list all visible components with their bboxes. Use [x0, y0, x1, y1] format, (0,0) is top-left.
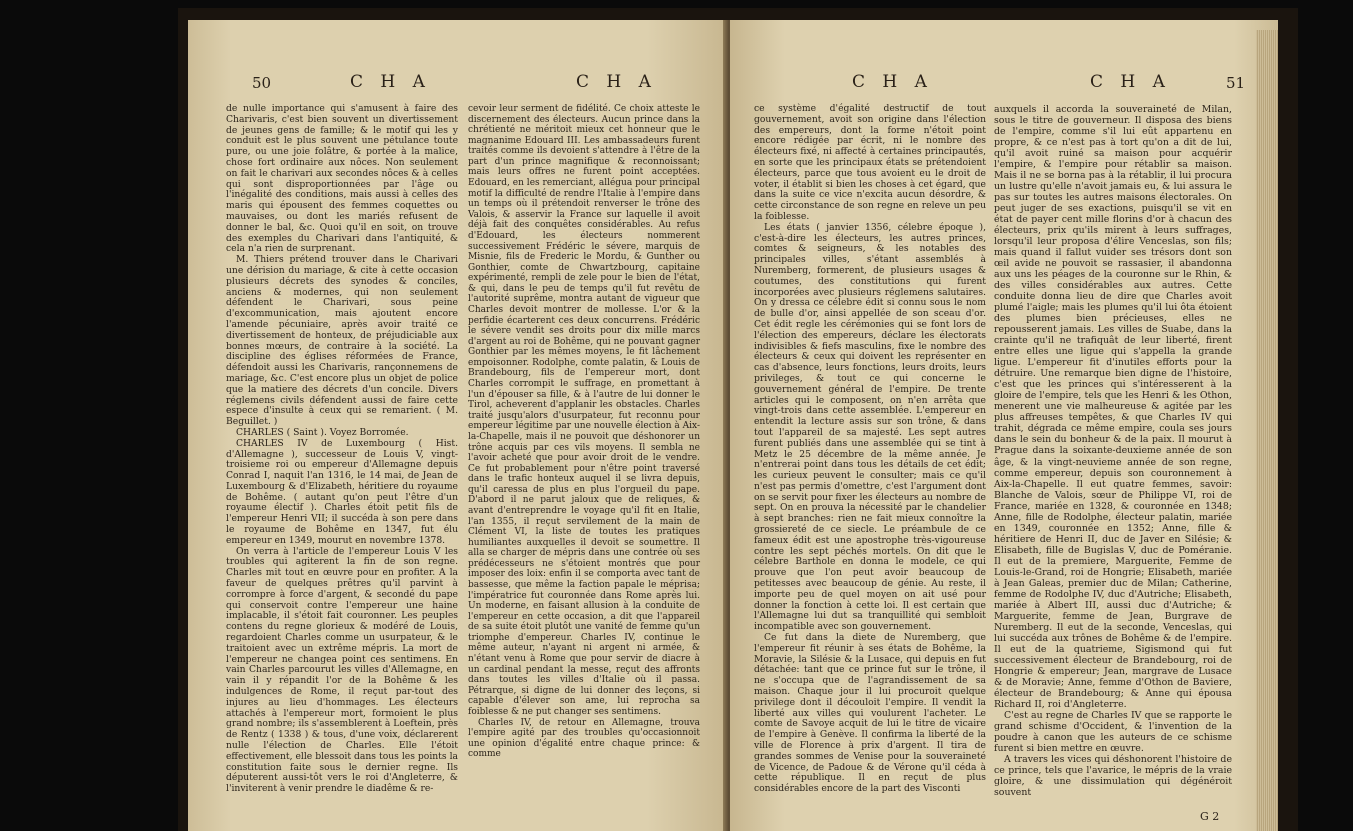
- page-number-left: 50: [252, 74, 272, 92]
- paragraph: CHARLES ( Saint ). Voyez Borromée.: [236, 426, 409, 438]
- paragraph: auxquels il accorda la souveraineté de Milan, sous le titre de gouverneur. Il disposa des biens de l'empire, comme s'il lui eût appartenu en propre, & ce n'est pas à tort qu'on a dit de lui, qu'il avoit ruiné sa maison pour acquérir l'empire, & l'empire pour rétablir sa maison. Mais il ne se borna pas à la rétablir, il lui procura un lustre qu'elle n'avoit jamais eu, & lui assura le pas sur toutes les autres maisons électorales. On peut juger de ses exactions, puisqu'il se vit en état de payer cent mille florins d'or à chacun des électeurs, prix qu'ils mirent à leurs suffrages, lorsqu'il leur proposa d'élire Venceslas, son fils; mais quand il fallut vuider ses trésors dont son œil avide ne pouvoit se rassasier, il abandonna aux uns les péages de la couronne sur le Rhin, & des villes considérables aux autres. Cette conduite donna lieu de dire que Charles avoit plumé l'aigle; mais les plumes qu'il lui ôta étoient des plumes bien précieuses, elles ne repousserent jamais. Les villes de Suabe, dans la crainte qu'il ne trafiquât de leur liberté, firent entre elles une ligue qui s'appella la grande ligue. L'empereur fit d'inutiles efforts pour la détruire. Une remarque bien digne de l'histoire, c'est que les princes qui s'intéresserent à la gloire de l'empire, tels que les Henri & les Othon, menerent une vie malheureuse & agitée par les plus affreuses tempêtes, & que Charles IV qui trahit, dégrada ce même empire, coula ses jours dans le sein du bonheur & de la paix. Il mourut à Prague dans la soixante-deuxieme année de son âge, & la vingt-neuvieme année de son regne, comme empereur, depuis son couronnement à Aix-la-Chapelle. Il eut quatre femmes, savoir: Blanche de Valois, sœur de Philippe VI, roi de France, mariée en 1328, & couronnée en 1348; Anne, fille de Rodolphe, électeur palatin, mariée en 1349, couronnée en 1352; Anne, fille & héritiere de Henri II, duc de Javer en Silésie; & Elisabeth, fille de Bugislas V, duc de Poméranie. Il eut de la premiere, Marguerite, Femme de Louis-le-Grand, roi de Hongrie; Elisabeth, mariée à Jean Galeas, premier duc de Milan; Catherine, femme de Rodolphe IV, duc d'Autriche; Elisabeth, mariée à Albert III, aussi duc d'Autriche; & Marguerite, femme de Jean, Burgrave de Nuremberg. Il eut de la seconde, Venceslas, qui lui succéda aux trônes de Bohême & de l'empire. Il eut de la quatrieme, Sigismond qui fut successivement électeur de Brandebourg, roi de Hongrie & empereur; Jean, margrave de Lusace & de Moravie; Anne, femme d'Othon de Baviere, électeur de Brandebourg; & Anne qui épousa Richard II, roi d'Angleterre.: [994, 104, 1232, 710]
- paragraph: Les états ( janvier 1356, célebre époque ), c'est-à-dire les électeurs, les autres princes, comtes & seigneurs, & les notables des principales villes, s'étant assemblés à Nuremberg, formerent, de plusieurs usages & coutumes, des constitutions qui furent incorporées avec plusieurs réglemens salutaires. On y dressa ce célebre édit si connu sous le nom de bulle d'or, ainsi appellée de son sceau d'or. Cet édit regle les cérémonies qui se font lors de l'élection des empereurs, déclare les électorats indivisibles & fiefs masculins, fixe le nombre des électeurs & ceux qui doivent les représenter en cas d'absence, leurs fonctions, leurs droits, leurs privileges, & tout ce qui concerne le gouvernement général de l'empire. De trente articles qui le composent, on n'en arrêta que vingt-trois dans cette assemblée. L'empereur en entendit la lecture assis sur son trône, & dans tout l'appareil de sa majesté. Les sept autres furent publiés dans une assemblée qui se tint à Metz le 25 décembre de la même année. Je n'entrerai point dans tous les détails de cet édit; les curieux peuvent le consulter; mais ce qu'il n'est pas permis d'omettre, c'est l'argument dont on se servit pour fixer les électeurs au nombre de sept. On en prouva la nécessité par le chandelier à sept branches: rien ne fait mieux connoître la grossiereté de ce siecle. Le préambule de ce fameux édit est une apostrophe très-vigoureuse contre les sept péchés mortels. On dit que le célebre Barthole en donna le modele, ce qui prouve que l'on peut avoir beaucoup de petitesses avec beaucoup de génie. Au reste, il importe peu de quel moyen on ait usé pour donner la fonction à cette loi. Il est certain que l'Allemagne lui dut sa tranquillité qui sembloit incompatible avec son gouvernement.: [754, 221, 986, 633]
- paragraph: Charles IV, de retour en Allemagne, trouva l'empire agité par des troubles qu'occasionnoit une opinion d'égalité entre chaque prince: & comme: [468, 717, 700, 760]
- left-page-column-1: [226, 104, 458, 795]
- running-head-left-col2: C H A: [576, 72, 657, 92]
- right-page-column-2: [994, 104, 1232, 798]
- paragraph: On verra à l'article de l'empereur Louis V les troubles qui agiterent la fin de son regne. Charles mit tout en œuvre pour en profiter. A la faveur de quelques prêtres qu'il parvint à corrompre à force d'argent, & secondé du pape qui conservoit contre l'empereur une haine implacable, il s'étoit fait couronner. Les peuples contens du regne glorieux & modéré de Louis, regardoient Charles comme un usurpateur, & le traitoient avec un extrême mépris. La mort de l'empereur ne changea point ces sentimens. En vain Charles parcourut les villes d'Allemagne, en vain il y répandit l'or de la Bohême & les indulgences de Rome, il reçut par-tout des injures au lieu d'hommages. Les électeurs attachés à l'empereur mort, formoient le plus grand nombre; ils s'assemblerent à Loeftein, près de Rentz ( 1338 ) & tous, d'une voix, déclarerent nulle l'élection de Charles. Elle l'étoit effectivement, elle blessoit dans tous les points la constitution faite sous le dernier regne. Ils députerent aussi-tôt vers le roi d'Angleterre, & l'inviterent à venir prendre le diadême & re-: [226, 545, 458, 795]
- left-page-column-2: [468, 104, 700, 760]
- running-head-right-col2: C H A: [1090, 72, 1171, 92]
- paragraph: A travers les vices qui déshonorent l'histoire de ce prince, tels que l'avarice, le mépris de la vraie gloire, & une dissimulation qui dégénéroit souvent: [994, 753, 1232, 798]
- paragraph: de nulle importance qui s'amusent à faire des Charivaris, c'est bien souvent un divertissement de jeunes gens de famille; & le motif qui les y conduit est le plus souvent une pétulance toute pure, ou une joie folâtre, & portée à la malice, chose fort ordinaire aux nôces. Non seulement on fait le charivari aux secondes nôces & à celles qui sont disproportionnées par l'âge ou l'inégalité des conditions, mais aussi à celles des maris qui épousent des femmes coquettes ou mauvaises, ou dont les mariés refusent de donner le bal, &c. Quoi qu'il en soit, on trouve des exemples du Charivari dans l'antiquité, & cela n'a rien de surprenant.: [226, 103, 458, 255]
- paragraph: C'est au regne de Charles IV que se rapporte le grand schisme d'Occident, & l'invention de la poudre à canon que les auteurs de ce schisme furent si bien mettre en œuvre.: [994, 709, 1232, 754]
- paragraph: CHARLES IV de Luxembourg ( Hist. d'Allemagne ), successeur de Louis V, vingt-troisieme roi ou empereur d'Allemagne depuis Conrad I, naquit l'an 1316, le 14 mai, de Jean de Luxembourg & d'Elizabeth, héritiere du royaume de Bohême. ( autant qu'on peut l'être d'un royaume électif ). Charles étoit petit fils de l'empereur Henri VII; il succéda à son pere dans le royaume de Bohême en 1347, fut élu empereur en 1349, mourut en novembre 1378.: [226, 437, 458, 546]
- right-page: [730, 20, 1278, 831]
- page-edges: [1256, 30, 1278, 831]
- running-head-left-col1: C H A: [350, 72, 431, 92]
- open-book: [178, 8, 1298, 831]
- running-head-right-col1: C H A: [852, 72, 933, 92]
- signature-mark: G 2: [1200, 810, 1220, 823]
- paragraph: Ce fut dans la diete de Nuremberg, que l'empereur fit réunir à ses états de Bohême, la Moravie, la Silésie & la Lusace, qui depuis en fut détachée: tant que ce prince fut sur le trône, il ne s'occupa que de l'agrandissement de sa maison. Chaque jour il lui procuroit quelque privilege dont il découloit l'empire. Il vendit la liberté aux villes qui voulurent l'acheter. Le comte de Savoye acquit de lui le titre de vicaire de l'empire à Genève. Il confirma la liberté de la ville de Florence à prix d'argent. Il tira de grandes sommes de Venise pour la souveraineté de Vicence, de Padoue & de Vérone qu'il céda à cette république. Il en reçut de plus considérables encore de la part des Visconti: [754, 632, 986, 795]
- paragraph: M. Thiers prétend trouver dans le Charivari une dérision du mariage, & cite à cette occasion plusieurs décrets des synodes & conciles, anciens & modernes, qui non seulement défendent le Charivari, sous peine d'excommunication, mais ajoutent encore l'amende pécuniaire, après avoir traité ce divertissement de honteux, de préjudiciable aux bonnes mœurs, de contraire à la société. La discipline des églises réformées de France, défendoit aussi les Charivaris, rançonnemens de mariage, &c. C'est encore plus un objet de police que la matiere des décrets d'un concile. Divers réglemens civils défendent aussi de faire cette espece d'insulte à ceux qui se remarient. ( M. Beguillet. ): [226, 254, 458, 428]
- left-page: [188, 20, 728, 831]
- paragraph: ce système d'égalité destructif de tout gouvernement, avoit son origine dans l'élection des empereurs, dont la forme n'étoit point encore rédigée par écrit, ni le nombre des électeurs fixé, ni affecté à certaines principautés, en sorte que les principaux états se prétendoient électeurs, parce que tous avoient eu le droit de voter, il établit si bien les choses à cet égard, que dans la suite ce vice n'excita aucun désordre, & cette circonstance de son regne en releve un peu la foiblesse.: [754, 103, 986, 222]
- paragraph: cevoir leur serment de fidélité. Ce choix atteste le discernement des électeurs. Aucun prince dans la chrétienté ne méritoit mieux cet honneur que le magnanime Edouard III. Les ambassadeurs furent traités comme ils devoient s'attendre à l'être de la part d'un prince magnifique & reconnoissant; mais leurs offres ne furent point acceptées. Edouard, en les remerciant, allégua pour principal motif la difficulté de rendre l'Italie à l'empire dans un temps où il prétendoit renverser le trône des Valois, & asservir la France sur laquelle il avoit déjà fait des conquêtes considérables. Au refus d'Edouard, les électeurs nommerent successivement Frédéric le sévere, marquis de Misnie, fils de Frederic le Mordu, & Gunther ou Gonthier, comte de Chwartzbourg, capitaine expérimenté, rempli de zele pour le bien de l'état, & qui, dans le peu de temps qu'il fut revêtu de l'autorité suprême, montra autant de vigueur que Charles devoit montrer de mollesse. L'or & la perfidie écarterent ces deux concurrens. Frédéric le sévere vendit ses droits pour dix mille marcs d'argent au roi de Bohême, qui ne pouvant gagner Gonthier par les mêmes moyens, le fit lâchement empoisonner. Rodolphe, comte palatin, & Louis de Brandebourg, fils de l'empereur mort, dont Charles corrompit le suffrage, en promettant à l'un d'épouser sa fille, & à l'autre de lui donner le Tirol, acheverent d'applanir les obstacles. Charles traité jusqu'alors d'usurpateur, fut reconnu pour empereur légitime par une nouvelle élection à Aix-la-Chapelle, mais il ne pouvoit que déshonorer un trône acquis par ces vils moyens. Il sembla ne l'avoir acheté que pour avoir droit de le vendre. Ce fut probablement pour n'être point traversé dans le trafic honteux auquel il se livra depuis, qu'il caressa de plus en plus l'orgueil du pape. D'abord il ne parut jaloux que de reliques, & avant d'entreprendre le voyage qu'il fit en Italie, l'an 1355, il reçut servilement de la main de Clément VI, la liste de toutes les pratiques humiliantes auxquelles il devoit se soumettre. Il alla se charger de mépris dans une contrée où ses prédécesseurs ne s'étoient montrés que pour imposer des loix: enfin il se comporta avec tant de bassesse, que même la faction papale le méprisa; l'impératrice fut couronnée dans Rome après lui. Un moderne, en faisant allusion à la conduite de l'empereur en cette occasion, a dit que l'appareil de sa suite étoit plutôt une vanité de femme qu'un triomphe d'empereur. Charles IV, continue le même auteur, n'ayant ni argent ni armée, & n'étant venu à Rome que pour servir de diacre à un cardinal pendant la messe, reçut des affronts dans toutes les villes d'Italie où il passa. Pétrarque, si digne de lui donner des leçons, si capable d'élever son ame, lui reprocha sa foiblesse & ne put changer ses sentimens.: [468, 104, 700, 717]
- right-page-header: [760, 72, 1260, 98]
- page-number-right: 51: [1226, 74, 1246, 92]
- right-page-column-1: [754, 104, 986, 795]
- left-page-header: [218, 72, 698, 98]
